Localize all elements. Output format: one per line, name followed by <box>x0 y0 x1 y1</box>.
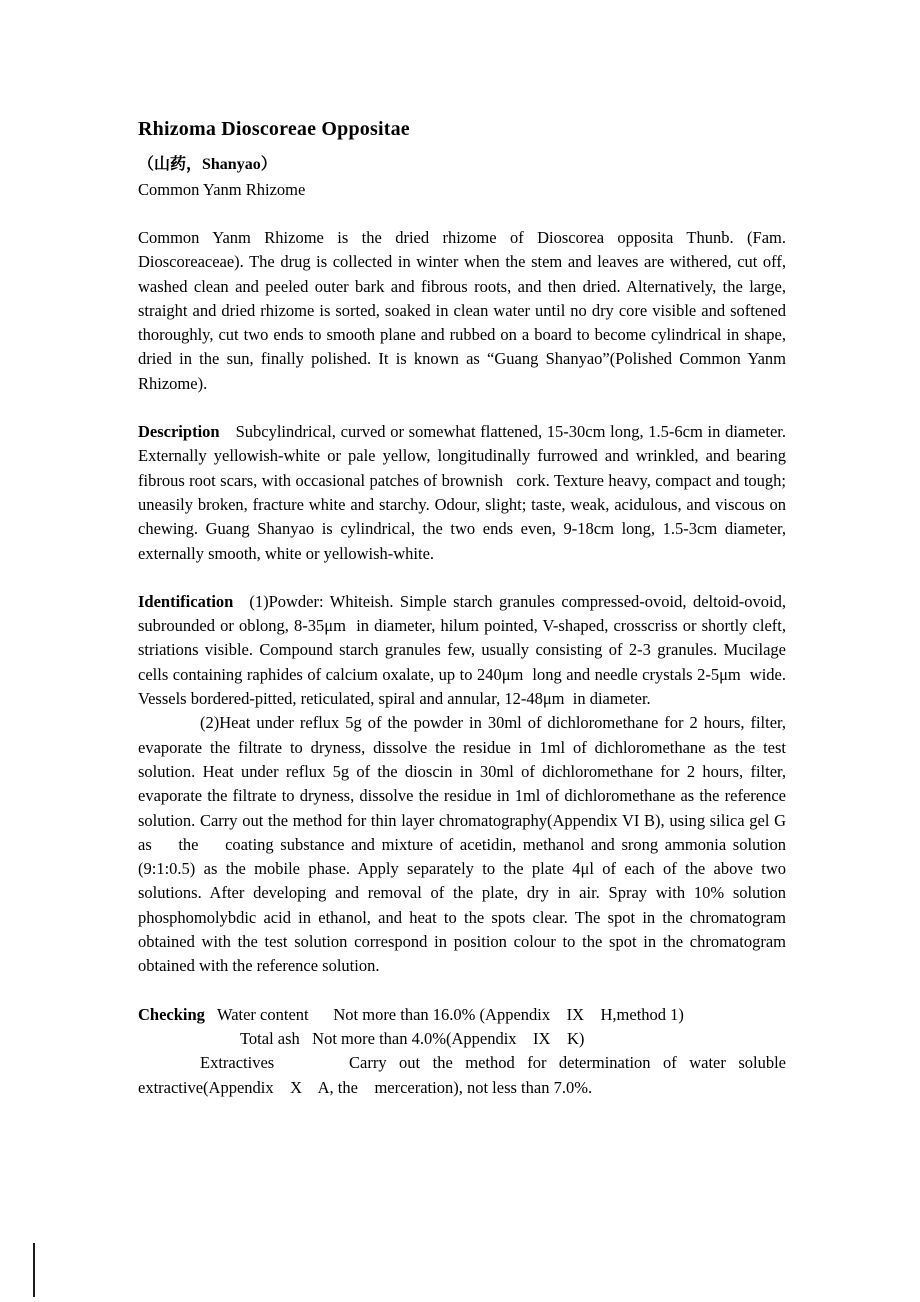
checking-section <box>138 1003 791 1100</box>
identification-paragraph-2: (2)Heat under reflux 5g of the powder in 30ml of dichloromethane for 2 hours, filter, evaporate the filtrate to dryness, dissolve the residue in 1ml of dichloromethane as the test solution. Heat under reflux 5g of the dioscin in 30ml of dichloromethane for 2 hours, filter, evaporate the filtrate to dryness, dissolve the residue in 1ml of dichloromethane as the reference solution. Carry out the method for thin layer chromatography(Appendix VI B), using silica gel G as the coating substance and mixture of acetidin, methanol and srong ammonia solution (9:1:0.5) as the mobile phase. Apply separately to the plate 4μl of each of the above two solutions. After developing and removal of the plate, dry in air. Spray with 10% solution phosphomolybdic acid in ethanol, and heat to the spots clear. The spot in the chromatogram obtained with the test solution correspond in position colour to the spot in the chromatogram obtained with the reference solution. <box>138 713 803 976</box>
page-margin-mark <box>33 1243 35 1297</box>
identification-label: Identification <box>138 591 234 611</box>
checking-ash-line: Total ash Not more than 4.0%(Appendix IX K) <box>240 1028 585 1048</box>
identification-paragraph-1 <box>138 590 791 711</box>
document-content <box>138 116 803 1100</box>
description-label: Description <box>138 422 220 442</box>
checking-water-line <box>138 1003 786 1027</box>
identification-text-1: (1)Powder: Whiteish. Simple starch granules compressed-ovoid, deltoid-ovoid, subrounded or oblong, 8-35μm in diameter, hilum pointed, V-shaped, crosscriss or shortly cleft, striations visible. Compound starch granules few, usually consisting of 2-3 granules. Mucilage cells containing raphides of calcium oxalate, up to 240μm long and needle crystals 2-5μm wide. Vessels bordered-pitted, reticulated, spiral and annular, 12-48μm in diameter. <box>138 591 791 709</box>
description-paragraph <box>138 420 791 566</box>
checking-extractives-paragraph: Extractives Carry out the method for determination of water soluble extractive(Appendix X A, the merceration), not less than 7.0%. <box>138 1053 791 1097</box>
description-text: Subcylindrical, curved or somewhat flattened, 15-30cm long, 1.5-6cm in diameter. Externally yellowish-white or pale yellow, longitudinally furrowed and wrinkled, and bearing fibrous root scars, with occasional patches of brownish cork. Texture heavy, compact and tough; uneasily broken, fracture white and starchy. Odour, slight; taste, weak, acidulous, and viscous on chewing. Guang Shanyao is cylindrical, the two ends even, 9-18cm long, 1.5-3cm diameter, externally smooth, white or yellowish-white. <box>138 422 791 563</box>
subtitle-chinese: （山药，Shanyao） <box>138 156 277 173</box>
page-title: Rhizoma Dioscoreae Oppositae <box>138 118 410 140</box>
subtitle-english: Common Yanm Rhizome <box>138 180 306 199</box>
checking-water-text: Water content Not more than 16.0% (Appendix IX H,method 1) <box>216 1004 684 1024</box>
checking-label: Checking <box>138 1004 205 1024</box>
intro-paragraph: Common Yanm Rhizome is the dried rhizome of Dioscorea opposita Thunb. (Fam. Dioscoreaceae). The drug is collected in winter when the stem and leaves are withered, cut off, washed clean and peeled outer bark and fibrous roots, and then dried. Alternatively, the large, straight and dried rhizome is sorted, soaked in clean water until no dry core visible and softened thoroughly, cut two ends to smooth plane and rubbed on a board to become cylindrical in shape, dried in the sun, finally polished. It is known as “Guang Shanyao”(Polished Common Yanm Rhizome). <box>138 228 791 393</box>
